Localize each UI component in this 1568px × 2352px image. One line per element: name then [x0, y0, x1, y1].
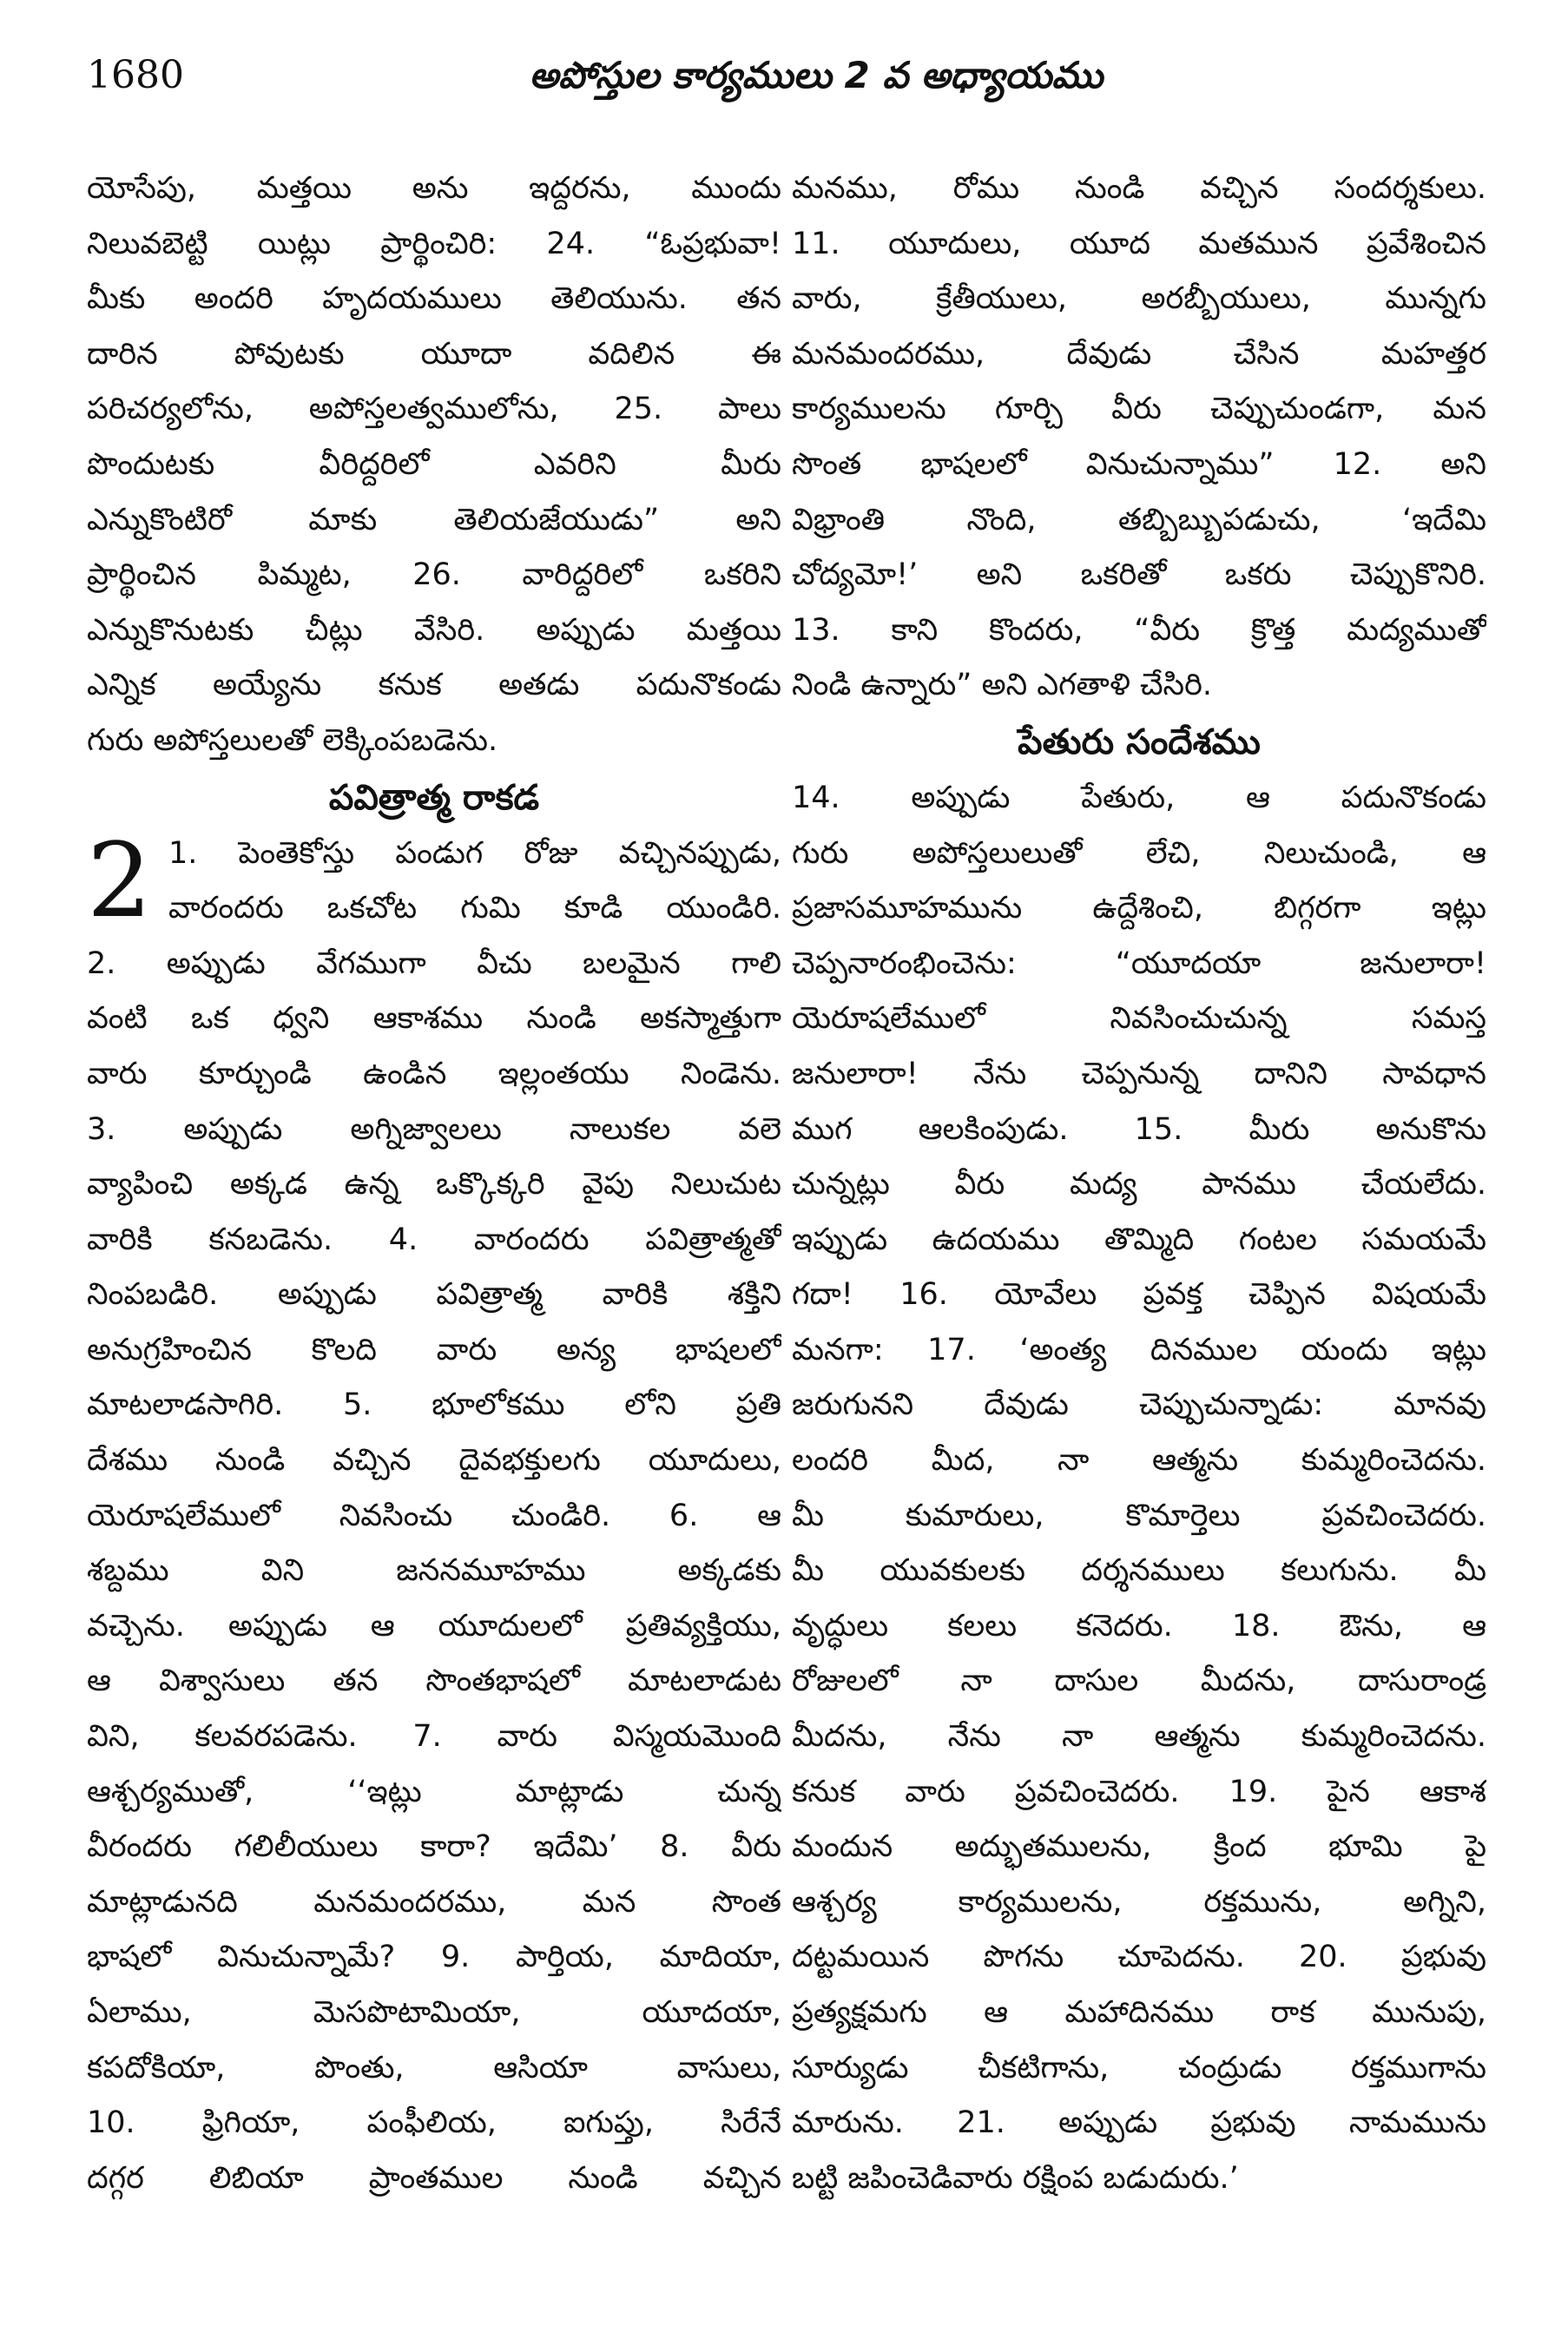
text-line: జనులారా! నేను చెప్పనున్న దానిని సావధాన: [792, 1056, 1486, 1091]
text-line: 10. ఫ్రిగియా, పంఫీలియ, ఐగుప్తు, సిరేనే: [87, 2105, 781, 2141]
right-column: [792, 161, 1486, 2206]
section-heading-holy-spirit: పవిత్రాత్మ రాకడ: [328, 777, 540, 818]
text-line: ప్రార్థించిన పిమ్మట, 26. వారిద్దరిలో ఒకరిని: [87, 557, 781, 593]
chapter-number: 2: [87, 820, 153, 940]
text-line: 1. పెంతెకోస్తు పండుగ రోజు వచ్చినప్పుడు,: [168, 835, 781, 871]
text-line: 14. అప్పుడు పేతురు, ఆ పదునొకండు: [792, 780, 1486, 815]
text-line: వారందరు ఒకచోట గుమి కూడి యుండిరి.: [168, 891, 781, 926]
text-line: 2. అప్పుడు వేగముగా వీచు బలమైన గాలి: [87, 945, 781, 981]
text-line: చోద్యమో!’ అని ఒకరితో ఒకరు చెప్పుకొనిరి.: [792, 557, 1486, 593]
text-line: చున్నట్లు వీరు మద్య పానము చేయలేదు.: [792, 1167, 1486, 1202]
chapter-opening-lines: [87, 827, 781, 937]
text-line: జరుగునని దేవుడు చెప్పుచున్నాడు: మానవు: [792, 1387, 1486, 1423]
text-line: సూర్యుడు చీకటిగాను, చంద్రుడు రక్తముగాను: [792, 2050, 1486, 2085]
text-line: దేశము నుండి వచ్చిన దైవభక్తులగు యూదులు,: [87, 1443, 781, 1479]
text-line: మారును. 21. అప్పుడు ప్రభువు నామమును: [792, 2105, 1486, 2141]
text-line: పరిచర్యలోను, అపోస్తలత్వములోను, 25. పాలు: [87, 392, 781, 427]
text-line: దట్టమయిన పొగను చూపెదను. 20. ప్రభువు: [792, 1940, 1486, 1975]
text-line: 11. యూదులు, యూద మతమున ప్రవేశించిన: [792, 226, 1486, 261]
text-line: లందరి మీద, నా ఆత్మను కుమ్మరించెదను.: [792, 1443, 1486, 1479]
text-line: మీ యువకులకు దర్శనములు కలుగును. మీ: [792, 1553, 1486, 1589]
chapter-opening: [87, 820, 781, 940]
text-line: మీకు అందరి హృదయములు తెలియును. తన: [87, 281, 781, 317]
text-line: మీ కుమారులు, కొమార్తెలు ప్రవచించెదరు.: [792, 1498, 1486, 1533]
text-line: దగ్గర లిబియా ప్రాంతముల నుండి వచ్చిన: [87, 2160, 781, 2196]
text-line: అనుగ్రహించిన కొలది వారు అన్య భాషలలో: [87, 1332, 781, 1367]
text-line: రోజులలో నా దాసుల మీదను, దాసురాండ్ర: [792, 1664, 1486, 1699]
text-line: 13. కాని కొందరు, “వీరు క్రొత్త మద్యముతో: [792, 612, 1486, 648]
text-line: మాట్లాడునది మనమందరము, మన సొంత: [87, 1884, 781, 1920]
text-line: యెరూషలేములో నివసించుచున్న సమస్త: [792, 1001, 1486, 1037]
text-line: వృద్ధులు కలలు కనెదరు. 18. ఔను, ఆ: [792, 1608, 1486, 1644]
text-line: బట్టి జపించెడివారు రక్షింప బడుదురు.’: [792, 2160, 1239, 2196]
text-line: మనగా: 17. ‘అంత్య దినముల యందు ఇట్లు: [792, 1332, 1486, 1367]
text-line: చెప్పనారంభించెను: “యూదయా జనులారా!: [792, 945, 1486, 981]
left-column-paragraph-b: [87, 937, 781, 2207]
section-heading-peter-sermon: పేతురు సందేశము: [1018, 721, 1261, 762]
text-line: కపదోకియా, పొంతు, ఆసియా వాసులు,: [87, 2050, 781, 2085]
text-line: నింపబడిరి. అప్పుడు పవిత్రాత్మ వారికి శక్తిని: [87, 1277, 781, 1313]
text-line: ఆశ్చర్య కార్యములను, రక్తమును, అగ్నిని,: [792, 1884, 1486, 1920]
text-line: ఎన్నుకొనుటకు చీట్లు వేసిరి. అప్పుడు మత్తయి: [87, 612, 781, 648]
text-line: విభ్రాంతి నొంది, తబ్బిబ్బుపడుచు, ‘ఇదేమి: [792, 502, 1486, 537]
text-line: భాషలో వినుచున్నామే? 9. పార్తియ, మాదియా,: [87, 1940, 781, 1975]
text-line: సొంత భాషలలో వినుచున్నాము” 12. అని: [792, 446, 1486, 482]
page-number: 1680: [87, 53, 184, 97]
text-line: వంటి ఒక ధ్వని ఆకాశము నుండి అకస్మాత్తుగా: [87, 1001, 781, 1037]
text-line: 3. అప్పుడు అగ్నిజ్వాలలు నాలుకల వలె: [87, 1111, 781, 1147]
text-line: గురు అపోస్తలులుతో లేచి, నిలుచుండి, ఆ: [792, 835, 1486, 871]
running-title: అపోస్తుల కార్యములు 2 వ అధ్యాయము: [529, 54, 1104, 96]
text-line: ఆశ్చర్యముతో, ‘‘ఇట్లు మాట్లాడు చున్న: [87, 1774, 781, 1809]
text-line: గురు అపోస్తలులతో లెక్కింపబడెను.: [87, 722, 498, 758]
left-column: [87, 161, 781, 2206]
text-line: ఎన్నిక అయ్యేను కనుక అతడు పదునొకండు: [87, 668, 781, 703]
right-column-paragraph-b: [792, 771, 1486, 2206]
text-line: ఆ విశ్వాసులు తన సొంతభాషలో మాటలాడుట: [87, 1664, 781, 1699]
text-line: విని, కలవరపడెను. 7. వారు విస్మయమొంది: [87, 1719, 781, 1755]
text-line: శబ్దము విని జననమూహము అక్కడకు: [87, 1553, 781, 1589]
right-column-paragraph-a: [792, 161, 1486, 714]
text-line: వారికి కనబడెను. 4. వారందరు పవిత్రాత్మతో: [87, 1222, 781, 1257]
text-line: ప్రజాసమూహమును ఉద్దేశించి, బిగ్గరగా ఇట్లు: [792, 891, 1486, 926]
text-line: ఎన్నుకొంటిరో మాకు తెలియజేయుడు” అని: [87, 502, 781, 537]
text-line: పొందుటకు వీరిద్దరిలో ఎవరిని మీరు: [87, 446, 781, 482]
text-line: వారు కూర్చుండి ఉండిన ఇల్లంతయు నిండెను.: [87, 1056, 781, 1091]
text-line: కార్యములను గూర్చి వీరు చెప్పుచుండగా, మన: [792, 392, 1486, 427]
text-line: వ్యాపించి అక్కడ ఉన్న ఒక్కొక్కరి వైపు నిలుచుట: [87, 1167, 781, 1202]
text-line: యెరూషలేములో నివసించు చుండిరి. 6. ఆ: [87, 1498, 781, 1533]
text-line: వచ్చెను. అప్పుడు ఆ యూదులలో ప్రతివ్యక్తియు,: [87, 1608, 781, 1644]
text-line: మనమందరము, దేవుడు చేసిన మహత్తర: [792, 336, 1486, 372]
text-line: ప్రత్యక్షమగు ఆ మహాదినము రాక మునుపు,: [792, 1995, 1486, 2030]
text-line: మనము, రోము నుండి వచ్చిన సందర్శకులు.: [792, 171, 1486, 206]
text-line: దారిన పోవుటకు యూదా వదిలిన ఈ: [87, 336, 781, 372]
text-line: వారు, క్రేతీయులు, అరబ్బీయులు, మున్నగు: [792, 281, 1486, 317]
text-line: వీరందరు గలిలీయులు కారా? ఇదేమి’ 8. వీరు: [87, 1829, 781, 1865]
left-column-paragraph-a: [87, 161, 781, 769]
text-line: నిండి ఉన్నారు” అని ఎగతాళి చేసిరి.: [792, 668, 1212, 703]
text-line: కనుక వారు ప్రవచించెదరు. 19. పైన ఆకాశ: [792, 1774, 1486, 1809]
text-line: యోసేపు, మత్తయి అను ఇద్దరను, ముందు: [87, 171, 781, 206]
text-line: మీదను, నేను నా ఆత్మను కుమ్మరించెదను.: [792, 1719, 1486, 1755]
text-line: ముగ ఆలకింపుడు. 15. మీరు అనుకొను: [792, 1111, 1486, 1147]
text-line: నిలువబెట్టి యిట్లు ప్రార్థించిరి: 24. “ఓప్రభువా!: [87, 226, 781, 261]
text-line: మందున అద్భుతములను, క్రింద భూమి పై: [792, 1829, 1486, 1865]
text-line: గదా! 16. యోవేలు ప్రవక్త చెప్పిన విషయమే: [792, 1277, 1486, 1313]
text-line: మాటలాడసాగిరి. 5. భూలోకము లోని ప్రతి: [87, 1387, 781, 1423]
page-header: [87, 45, 1485, 106]
text-line: ఇప్పుడు ఉదయము తొమ్మిది గంటల సమయమే: [792, 1222, 1486, 1257]
text-line: ఏలాము, మెసపొటామియా, యూదయా,: [87, 1995, 781, 2030]
